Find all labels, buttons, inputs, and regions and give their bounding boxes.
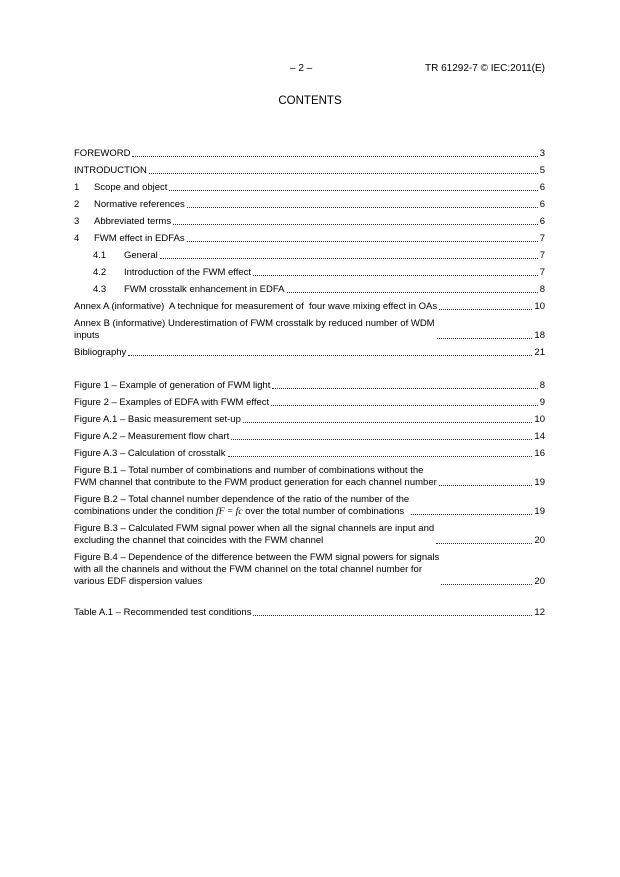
toc-label: Figure A.3 – Calculation of crosstalk xyxy=(74,448,226,459)
toc-page: 5 xyxy=(539,165,545,176)
toc-label: Table A.1 – Recommended test conditions xyxy=(74,607,252,618)
toc-page: 3 xyxy=(539,148,545,159)
toc-entry-figure-b2[interactable] xyxy=(74,494,545,518)
toc-label: Figure 2 – Examples of EDFA with FWM effect xyxy=(74,397,270,408)
section-number: 4.1 xyxy=(93,250,107,261)
toc-page: 8 xyxy=(539,284,545,295)
toc-page: 10 xyxy=(534,414,545,425)
toc-entry-general[interactable] xyxy=(74,250,545,262)
toc-entry-abbreviated-terms[interactable] xyxy=(74,216,545,228)
toc-page: 16 xyxy=(534,448,545,459)
toc-entry-table-a1[interactable] xyxy=(74,607,545,619)
toc-page: 20 xyxy=(534,535,545,546)
toc-label: Figure B.1 – Total number of combinations and number of combinations without the xyxy=(74,465,424,476)
toc-label: FOREWORD xyxy=(74,148,131,159)
toc-label-cont: various EDF dispersion values xyxy=(74,576,203,587)
toc-label: Introduction of the FWM effect xyxy=(124,267,252,278)
toc-label: Scope and object xyxy=(94,182,168,193)
toc-label: General xyxy=(124,250,158,261)
toc-entry-figure-1[interactable] xyxy=(74,380,545,392)
toc-entry-annex-a[interactable] xyxy=(74,301,545,313)
toc-page: 14 xyxy=(534,431,545,442)
toc-label-cont: combinations under the condition xyxy=(74,506,217,517)
page-title: CONTENTS xyxy=(278,95,342,107)
toc-label: Abbreviated terms xyxy=(94,216,172,227)
section-number: 4.2 xyxy=(93,267,107,278)
toc-page: 19 xyxy=(534,477,545,488)
toc-entry-fwm-crosstalk[interactable] xyxy=(74,284,545,296)
toc-label: Normative references xyxy=(94,199,185,210)
toc-label-cont: with all the channels and without the FWM channel on the total channel number for xyxy=(74,564,423,575)
section-number: 3 xyxy=(74,216,80,227)
toc-entry-introduction-fwm[interactable] xyxy=(74,267,545,279)
section-number: 1 xyxy=(74,182,80,193)
toc-page: 7 xyxy=(539,233,545,244)
toc-page: 6 xyxy=(539,199,545,210)
toc-label-cont: over the total number of combinations xyxy=(242,506,405,517)
toc-label-cont: excluding the channel that coincides with the FWM channel xyxy=(74,535,324,546)
toc-label: FWM crosstalk enhancement in EDFA xyxy=(124,284,285,295)
toc-entry-scope[interactable] xyxy=(74,182,545,194)
table-of-contents xyxy=(74,148,545,624)
toc-label: Annex A (informative) A technique for measurement of four wave mixing effect in OAs xyxy=(74,301,438,312)
toc-label: Figure A.2 – Measurement flow chart xyxy=(74,431,230,442)
section-number: 4 xyxy=(74,233,80,244)
toc-label-cont: inputs xyxy=(74,330,100,341)
toc-page: 18 xyxy=(534,330,545,341)
toc-entry-figure-b4[interactable] xyxy=(74,552,545,588)
toc-entry-figure-2[interactable] xyxy=(74,397,545,409)
toc-entry-normative-references[interactable] xyxy=(74,199,545,211)
toc-page: 8 xyxy=(539,380,545,391)
standard-reference: TR 61292-7 © IEC:2011(E) xyxy=(424,63,545,74)
toc-entry-figure-b1[interactable] xyxy=(74,465,545,489)
toc-page: 6 xyxy=(539,216,545,227)
toc-label: Figure B.4 – Dependence of the difference between the FWM signal powers for signals xyxy=(74,552,440,563)
toc-entry-foreword[interactable] xyxy=(74,148,545,160)
toc-page: 9 xyxy=(539,397,545,408)
toc-page: 6 xyxy=(539,182,545,193)
toc-entry-figure-a2[interactable] xyxy=(74,431,545,443)
toc-label: Figure 1 – Example of generation of FWM light xyxy=(74,380,271,391)
section-number: 4.3 xyxy=(93,284,107,295)
toc-page: 20 xyxy=(534,576,545,587)
toc-page: 12 xyxy=(534,607,545,618)
toc-entry-figure-a1[interactable] xyxy=(74,414,545,426)
toc-entry-figure-a3[interactable] xyxy=(74,448,545,460)
toc-page: 19 xyxy=(534,506,545,517)
toc-label: Figure A.1 – Basic measurement set-up xyxy=(74,414,241,425)
section-number: 2 xyxy=(74,199,80,210)
toc-label-cont: FWM channel that contribute to the FWM product generation for each channel number xyxy=(74,477,437,488)
toc-entry-figure-b3[interactable] xyxy=(74,523,545,547)
toc-entry-annex-b[interactable] xyxy=(74,318,545,342)
page-number: – 2 – xyxy=(290,63,313,74)
toc-page: 21 xyxy=(534,347,545,358)
toc-entry-bibliography[interactable] xyxy=(74,347,545,359)
toc-label: Bibliography xyxy=(74,347,127,358)
toc-label: FWM effect in EDFAs xyxy=(94,233,185,244)
toc-label: Annex B (informative) Underestimation of FWM crosstalk by reduced number of WDM xyxy=(74,318,435,329)
toc-page: 7 xyxy=(539,250,545,261)
toc-label: INTRODUCTION xyxy=(74,165,147,176)
condition-formula: fF = fc xyxy=(216,507,243,517)
toc-page: 7 xyxy=(539,267,545,278)
toc-page: 10 xyxy=(534,301,545,312)
toc-label: Figure B.3 – Calculated FWM signal power when all the signal channels are input and xyxy=(74,523,435,534)
toc-entry-fwm-effect[interactable] xyxy=(74,233,545,245)
toc-label: Figure B.2 – Total channel number dependence of the ratio of the number of the xyxy=(74,494,410,505)
toc-entry-introduction[interactable] xyxy=(74,165,545,177)
